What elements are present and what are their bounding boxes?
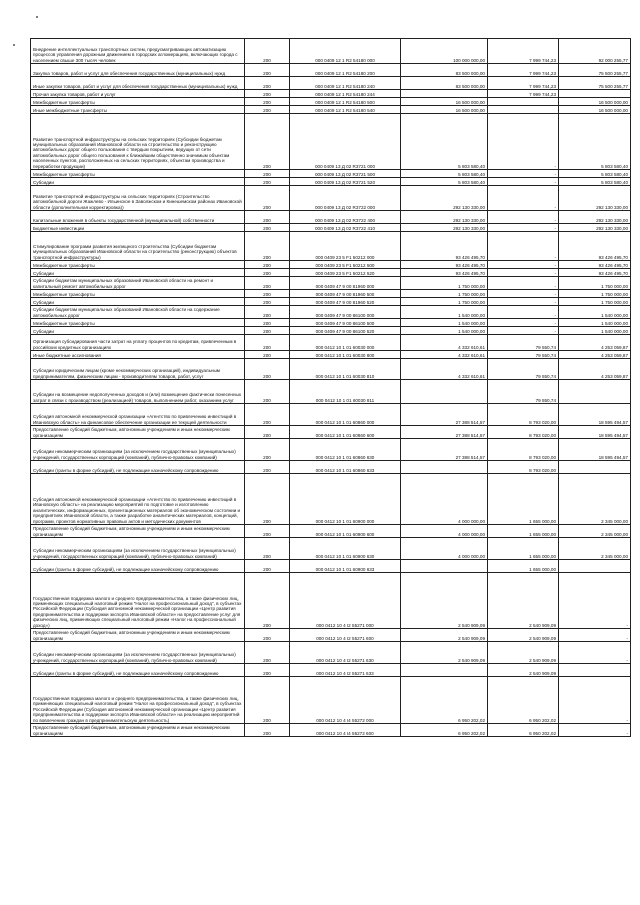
table-row xyxy=(31,232,631,261)
row-budget-code: 000 0409 23 5 F1 50212 500 xyxy=(290,261,401,269)
row-executed-amount: 2 540 909,09 xyxy=(488,642,559,664)
table-row xyxy=(31,426,631,439)
row-description: Субсидии (гранты в форме субсидий), не подлежащие казначейскому сопровождению xyxy=(31,560,245,573)
row-budget-code: 000 0409 12 1 R2 54180 244 xyxy=(290,90,401,98)
table-row xyxy=(31,538,631,560)
row-executed-amount xyxy=(488,106,559,114)
table-row xyxy=(31,290,631,298)
row-unexecuted-amount: 1 750 000,00 xyxy=(559,290,631,298)
row-executed-amount: - xyxy=(488,290,559,298)
row-type-code: 200 xyxy=(245,224,290,232)
table-row xyxy=(31,474,631,525)
table-row xyxy=(31,106,631,114)
table-row xyxy=(31,211,631,224)
row-budget-code: 000 0409 13 Д 02 R3721 000 xyxy=(290,114,401,170)
row-executed-amount: 8 793 020,00 xyxy=(488,461,559,474)
row-type-code: 200 xyxy=(245,439,290,461)
row-budget-code: 000 0409 47 9 00 86100 520 xyxy=(290,327,401,335)
row-approved-amount: 1 750 000,00 xyxy=(401,298,488,306)
row-executed-amount: 8 793 020,00 xyxy=(488,439,559,461)
row-approved-amount: 93 426 495,70 xyxy=(401,269,488,277)
row-type-code: 200 xyxy=(245,98,290,106)
row-executed-amount: - xyxy=(488,277,559,290)
row-description: Субсидии (гранты в форме субсидий), не подлежащие казначейскому сопровождению xyxy=(31,664,245,677)
row-unexecuted-amount: 75 500 255,77 xyxy=(559,77,631,90)
row-unexecuted-amount: 93 426 495,70 xyxy=(559,232,631,261)
table-row xyxy=(31,664,631,677)
row-description: Субсидии xyxy=(31,327,245,335)
row-executed-amount: 7 999 744,23 xyxy=(488,64,559,77)
row-budget-code: 000 0412 10 1 01 60900 630 xyxy=(290,538,401,560)
row-executed-amount: 79 550,74 xyxy=(488,380,559,404)
row-description: Субсидия автономной некоммерческой организации «Агентство по привлечению инвестиций в Ивановскую область» на финансовое обеспечение организации ее текущей деятельности xyxy=(31,404,245,426)
row-description: Иные бюджетные ассигнования xyxy=(31,351,245,359)
row-unexecuted-amount: 2 345 000,00 xyxy=(559,538,631,560)
row-budget-code: 000 0409 47 9 00 86100 500 xyxy=(290,319,401,327)
row-executed-amount: 6 950 202,02 xyxy=(488,724,559,737)
row-type-code: 200 xyxy=(245,474,290,525)
row-unexecuted-amount xyxy=(559,461,631,474)
row-description: Межбюджетные трансферты xyxy=(31,98,245,106)
table-row xyxy=(31,224,631,232)
row-budget-code: 000 0409 13 Д 02 R3721 520 xyxy=(290,178,401,186)
row-unexecuted-amount: 5 803 580,40 xyxy=(559,178,631,186)
row-unexecuted-amount: 18 595 494,57 xyxy=(559,426,631,439)
row-description: Субсидии (гранты в форме субсидий), не подлежащие казначейскому сопровождению xyxy=(31,461,245,474)
row-unexecuted-amount: 1 750 000,00 xyxy=(559,298,631,306)
row-budget-code: 000 0412 10 1 01 60030 810 xyxy=(290,359,401,380)
row-executed-amount: 8 793 020,00 xyxy=(488,404,559,426)
row-type-code: 200 xyxy=(245,573,290,629)
row-unexecuted-amount: 5 803 580,40 xyxy=(559,114,631,170)
row-approved-amount: 4 000 000,00 xyxy=(401,525,488,538)
row-budget-code: 000 0412 10 1 01 60860 000 xyxy=(290,404,401,426)
row-type-code: 200 xyxy=(245,178,290,186)
row-approved-amount: 93 426 495,70 xyxy=(401,261,488,269)
row-approved-amount: 292 130 330,00 xyxy=(401,211,488,224)
row-type-code: 200 xyxy=(245,426,290,439)
row-budget-code: 000 0412 10 1 01 60900 600 xyxy=(290,525,401,538)
row-executed-amount: 79 550,74 xyxy=(488,335,559,351)
row-unexecuted-amount: 2 345 000,00 xyxy=(559,474,631,525)
row-description: Закупка товаров, работ и услуг для обеспечения государственных (муниципальных) нужд xyxy=(31,64,245,77)
row-approved-amount xyxy=(401,90,488,98)
row-description: Субсидии xyxy=(31,298,245,306)
row-approved-amount: 16 500 000,00 xyxy=(401,98,488,106)
row-approved-amount: 2 540 909,09 xyxy=(401,642,488,664)
row-description: Иные закупки товаров, работ и услуг для обеспечения государственных (муниципальных) нужд xyxy=(31,77,245,90)
row-description: Предоставление субсидий бюджетным, автономным учреждениям и иным некоммерческим организациям xyxy=(31,426,245,439)
row-budget-code: 000 0412 10 1 01 60900 000 xyxy=(290,474,401,525)
table-row xyxy=(31,90,631,98)
row-unexecuted-amount: - xyxy=(559,573,631,629)
row-executed-amount: 6 950 202,02 xyxy=(488,677,559,724)
row-executed-amount: - xyxy=(488,232,559,261)
budget-execution-table xyxy=(30,38,631,737)
row-unexecuted-amount: 16 500 000,00 xyxy=(559,106,631,114)
row-type-code: 200 xyxy=(245,77,290,90)
table-row xyxy=(31,77,631,90)
row-unexecuted-amount: - xyxy=(559,724,631,737)
row-executed-amount: 79 550,74 xyxy=(488,359,559,380)
table-row xyxy=(31,319,631,327)
row-budget-code: 000 0409 13 Д 02 R3721 500 xyxy=(290,170,401,178)
row-type-code: 200 xyxy=(245,232,290,261)
row-description: Стимулирование программ развития жилищного строительства (Субсидии бюджетам муниципальных образований Ивановской области на строительство (реконструкцию) объектов транспортной инфраструктуры) xyxy=(31,232,245,261)
row-unexecuted-amount: 18 595 494,57 xyxy=(559,439,631,461)
row-budget-code: 000 0412 10 4 I2 55271 000 xyxy=(290,573,401,629)
row-type-code: 200 xyxy=(245,269,290,277)
row-executed-amount: 7 999 744,23 xyxy=(488,77,559,90)
row-approved-amount: 27 388 514,57 xyxy=(401,439,488,461)
row-type-code: 200 xyxy=(245,538,290,560)
row-unexecuted-amount: 292 130 330,00 xyxy=(559,186,631,211)
table-row xyxy=(31,573,631,629)
table-row xyxy=(31,439,631,461)
row-executed-amount: - xyxy=(488,186,559,211)
table-row xyxy=(31,629,631,642)
row-executed-amount: 2 540 909,09 xyxy=(488,664,559,677)
row-unexecuted-amount: 93 426 495,70 xyxy=(559,261,631,269)
row-approved-amount: 1 750 000,00 xyxy=(401,290,488,298)
row-approved-amount: 1 540 000,00 xyxy=(401,306,488,319)
row-budget-code: 000 0412 10 1 01 60860 600 xyxy=(290,426,401,439)
row-approved-amount xyxy=(401,380,488,404)
row-approved-amount: 27 388 514,57 xyxy=(401,426,488,439)
table-row xyxy=(31,724,631,737)
row-budget-code: 000 0409 12 1 R2 54180 000 xyxy=(290,39,401,64)
row-type-code: 200 xyxy=(245,186,290,211)
row-executed-amount: - xyxy=(488,327,559,335)
row-type-code: 200 xyxy=(245,629,290,642)
row-approved-amount: 5 803 580,40 xyxy=(401,170,488,178)
row-approved-amount xyxy=(401,664,488,677)
row-executed-amount xyxy=(488,98,559,106)
row-unexecuted-amount: 5 803 580,40 xyxy=(559,170,631,178)
row-budget-code: 000 0412 10 4 I2 55271 633 xyxy=(290,664,401,677)
table-row xyxy=(31,525,631,538)
row-type-code: 200 xyxy=(245,261,290,269)
row-budget-code: 000 0409 13 Д 02 R3722 410 xyxy=(290,224,401,232)
row-approved-amount: 93 426 495,70 xyxy=(401,232,488,261)
table-row xyxy=(31,64,631,77)
table-row xyxy=(31,170,631,178)
row-type-code: 200 xyxy=(245,114,290,170)
row-description: Развитие транспортной инфраструктуры на сельских территориях (Субсидии бюджетам муниципальных образований Ивановской области на строительство и реконструкцию автомобильных дорог общего пользования с твердым покрытием, ведущих от сети автомобильных дорог общего пользования к ближайшим общественно значимым объектам населенных пунктов, расположенных на сельских территориях, объектам производства и переработки продукции) xyxy=(31,114,245,170)
table-row xyxy=(31,98,631,106)
row-description: Государственная поддержка малого и среднего предпринимательства, а также физических лиц, применяющих специальный налоговый режим "Налог на профессиональный доход", в субъектах Российской Федерации (Субсидия автономной некоммерческой организации «Центр развития предпринимательства и поддержки экспорта Ивановской области» на предоставление услуг для физических лиц, применяющих специальный налоговый режим «Налог на профессиональный доход») xyxy=(31,573,245,629)
table-row xyxy=(31,39,631,64)
scan-speck xyxy=(13,44,15,46)
row-type-code: 200 xyxy=(245,335,290,351)
row-description: Субсидии юридическим лицам (кроме некоммерческих организаций), индивидуальным предпринимателям, физическим лицам - производителям товаров, работ, услуг xyxy=(31,359,245,380)
row-unexecuted-amount: 75 500 255,77 xyxy=(559,64,631,77)
row-approved-amount xyxy=(401,461,488,474)
row-approved-amount: 2 540 909,09 xyxy=(401,629,488,642)
row-type-code: 200 xyxy=(245,170,290,178)
row-description: Субсидия автономной некоммерческой организации «Агентство по привлечению инвестиций в Ивановскую область» на реализацию мероприятий по подготовке и изготовлению аналитических, информационных, презентационных материалов об экономическом состоянии и предприятиях Ивановской области, а также разработке аналитических материалов, концепций, программ, проектов нормативных правовых актов и методических документов xyxy=(31,474,245,525)
row-approved-amount: 100 000 000,00 xyxy=(401,39,488,64)
row-type-code: 200 xyxy=(245,525,290,538)
row-budget-code: 000 0409 13 Д 02 R3722 400 xyxy=(290,211,401,224)
row-budget-code: 000 0409 12 1 R2 54180 540 xyxy=(290,106,401,114)
row-unexecuted-amount: - xyxy=(559,629,631,642)
table-row xyxy=(31,269,631,277)
row-unexecuted-amount: 93 426 495,70 xyxy=(559,269,631,277)
row-unexecuted-amount: 2 345 000,00 xyxy=(559,525,631,538)
row-approved-amount: 4 332 610,61 xyxy=(401,351,488,359)
row-executed-amount: 2 540 909,09 xyxy=(488,573,559,629)
table-row xyxy=(31,178,631,186)
row-budget-code: 000 0409 47 9 00 86100 000 xyxy=(290,306,401,319)
row-type-code: 200 xyxy=(245,642,290,664)
row-type-code: 200 xyxy=(245,327,290,335)
row-description: Субсидии бюджетам муниципальных образований Ивановской области на содержание автомобильных дорог xyxy=(31,306,245,319)
row-executed-amount: 79 550,74 xyxy=(488,351,559,359)
row-executed-amount: - xyxy=(488,211,559,224)
table-row xyxy=(31,404,631,426)
row-type-code: 200 xyxy=(245,724,290,737)
row-approved-amount: 5 803 580,40 xyxy=(401,114,488,170)
row-unexecuted-amount: 1 540 000,00 xyxy=(559,306,631,319)
row-type-code: 200 xyxy=(245,560,290,573)
row-description: Предоставление субсидий бюджетным, автономным учреждениям и иным некоммерческим организациям xyxy=(31,525,245,538)
row-description: Предоставление субсидий бюджетным, автономным учреждениям и иным некоммерческим организациям xyxy=(31,724,245,737)
row-budget-code: 000 0409 23 5 F1 50212 000 xyxy=(290,232,401,261)
row-type-code: 200 xyxy=(245,90,290,98)
row-type-code: 200 xyxy=(245,319,290,327)
row-type-code: 200 xyxy=(245,106,290,114)
table-row xyxy=(31,298,631,306)
row-executed-amount: - xyxy=(488,170,559,178)
row-budget-code: 000 0412 10 4 I4 55272 600 xyxy=(290,724,401,737)
row-approved-amount: 6 950 202,02 xyxy=(401,724,488,737)
row-type-code: 200 xyxy=(245,64,290,77)
row-approved-amount: 292 130 330,00 xyxy=(401,186,488,211)
table-row xyxy=(31,380,631,404)
row-unexecuted-amount xyxy=(559,380,631,404)
row-budget-code: 000 0409 12 1 R2 54180 500 xyxy=(290,98,401,106)
row-approved-amount: 27 388 514,57 xyxy=(401,404,488,426)
row-approved-amount: 1 540 000,00 xyxy=(401,319,488,327)
row-budget-code: 000 0412 10 1 01 60860 633 xyxy=(290,461,401,474)
row-description: Иные межбюджетные трансферты xyxy=(31,106,245,114)
row-description: Субсидии бюджетам муниципальных образований Ивановской области на ремонт и капитальный ремонт автомобильных дорог xyxy=(31,277,245,290)
table-row xyxy=(31,186,631,211)
row-unexecuted-amount: 4 253 059,87 xyxy=(559,359,631,380)
row-executed-amount: - xyxy=(488,224,559,232)
row-executed-amount: 1 655 000,00 xyxy=(488,474,559,525)
row-budget-code: 000 0409 12 1 R2 54180 200 xyxy=(290,64,401,77)
row-unexecuted-amount: 92 000 255,77 xyxy=(559,39,631,64)
row-description: Субсидии xyxy=(31,178,245,186)
row-unexecuted-amount: 292 130 330,00 xyxy=(559,224,631,232)
table-row xyxy=(31,327,631,335)
row-unexecuted-amount xyxy=(559,90,631,98)
row-description: Государственная поддержка малого и среднего предпринимательства, а также физических лиц, применяющих специальный налоговый режим "Налог на профессиональный доход", в субъектах Российской Федерации (Субсидия автономной некоммерческой организации «Центр развития предпринимательства и поддержки экспорта Ивановской области» на реализацию мероприятий по вовлечению граждан в предпринимательскую деятельность) xyxy=(31,677,245,724)
row-budget-code: 000 0409 23 5 F1 50212 520 xyxy=(290,269,401,277)
row-description: Субсидии xyxy=(31,269,245,277)
row-unexecuted-amount: 1 750 000,00 xyxy=(559,277,631,290)
row-description: Организация субсидирования части затрат на уплату процентов по кредитам, привлеченным в российских кредитных организациях xyxy=(31,335,245,351)
row-executed-amount: 1 655 000,00 xyxy=(488,560,559,573)
table-row xyxy=(31,642,631,664)
table-row xyxy=(31,359,631,380)
row-budget-code: 000 0412 10 1 01 60860 630 xyxy=(290,439,401,461)
row-approved-amount: 1 750 000,00 xyxy=(401,277,488,290)
row-unexecuted-amount: 292 130 330,00 xyxy=(559,211,631,224)
row-unexecuted-amount: - xyxy=(559,677,631,724)
row-budget-code: 000 0409 12 1 R2 54180 240 xyxy=(290,77,401,90)
row-approved-amount: 83 500 000,00 xyxy=(401,77,488,90)
table-row xyxy=(31,114,631,170)
row-type-code: 200 xyxy=(245,404,290,426)
row-executed-amount: 1 655 000,00 xyxy=(488,525,559,538)
row-description: Бюджетные инвестиции xyxy=(31,224,245,232)
row-description: Межбюджетные трансферты xyxy=(31,319,245,327)
row-description: Субсидии некоммерческим организациям (за исключением государственных (муниципальных) учреждений, государственных корпораций (компаний), публично-правовых компаний) xyxy=(31,538,245,560)
row-executed-amount: - xyxy=(488,178,559,186)
row-budget-code: 000 0412 10 1 01 60900 633 xyxy=(290,560,401,573)
row-unexecuted-amount: - xyxy=(559,642,631,664)
row-budget-code: 000 0412 10 1 01 60030 000 xyxy=(290,335,401,351)
row-approved-amount: 83 500 000,00 xyxy=(401,64,488,77)
row-approved-amount: 6 950 202,02 xyxy=(401,677,488,724)
row-description: Прочая закупка товаров, работ и услуг xyxy=(31,90,245,98)
row-type-code: 200 xyxy=(245,298,290,306)
row-description: Предоставление субсидий бюджетным, автономным учреждениям и иным некоммерческим организациям xyxy=(31,629,245,642)
row-approved-amount xyxy=(401,560,488,573)
row-type-code: 200 xyxy=(245,664,290,677)
row-description: Субсидии некоммерческим организациям (за исключением государственных (муниципальных) учреждений, государственных корпораций (компаний), публично-правовых компаний) xyxy=(31,439,245,461)
row-description: Субсидии на возмещение недополученных доходов и (или) возмещение фактически понесенных затрат в связи с производством (реализацией) товаров, выполнением работ, оказанием услуг xyxy=(31,380,245,404)
row-budget-code: 000 0409 47 9 00 81960 520 xyxy=(290,298,401,306)
table-row xyxy=(31,277,631,290)
row-description: Межбюджетные трансферты xyxy=(31,290,245,298)
row-type-code: 200 xyxy=(245,211,290,224)
row-type-code: 200 xyxy=(245,277,290,290)
row-type-code: 200 xyxy=(245,380,290,404)
row-type-code: 200 xyxy=(245,306,290,319)
table-row xyxy=(31,677,631,724)
row-type-code: 200 xyxy=(245,461,290,474)
row-executed-amount: - xyxy=(488,261,559,269)
row-type-code: 200 xyxy=(245,39,290,64)
row-description: Капитальные вложения в объекты государственной (муниципальной) собственности xyxy=(31,211,245,224)
row-budget-code: 000 0409 47 9 00 81960 500 xyxy=(290,290,401,298)
row-type-code: 200 xyxy=(245,351,290,359)
row-type-code: 200 xyxy=(245,677,290,724)
row-type-code: 200 xyxy=(245,359,290,380)
row-description: Субсидии некоммерческим организациям (за исключением государственных (муниципальных) учреждений, государственных корпораций (компаний), публично-правовых компаний) xyxy=(31,642,245,664)
row-executed-amount: 1 655 000,00 xyxy=(488,538,559,560)
row-type-code: 200 xyxy=(245,290,290,298)
row-unexecuted-amount: 4 253 059,87 xyxy=(559,335,631,351)
row-executed-amount: - xyxy=(488,306,559,319)
table-row xyxy=(31,306,631,319)
row-approved-amount: 5 803 580,40 xyxy=(401,178,488,186)
row-budget-code: 000 0412 10 4 I2 55271 600 xyxy=(290,629,401,642)
table-row xyxy=(31,461,631,474)
row-approved-amount: 4 000 000,00 xyxy=(401,474,488,525)
row-unexecuted-amount: 1 540 000,00 xyxy=(559,319,631,327)
row-executed-amount: 7 999 744,23 xyxy=(488,90,559,98)
row-budget-code: 000 0412 10 1 01 60030 800 xyxy=(290,351,401,359)
row-executed-amount: - xyxy=(488,114,559,170)
row-unexecuted-amount: 18 595 494,57 xyxy=(559,404,631,426)
row-approved-amount: 2 540 909,09 xyxy=(401,573,488,629)
row-budget-code: 000 0409 13 Д 02 R3722 000 xyxy=(290,186,401,211)
row-executed-amount: - xyxy=(488,298,559,306)
row-unexecuted-amount xyxy=(559,664,631,677)
row-budget-code: 000 0409 47 9 00 81960 000 xyxy=(290,277,401,290)
row-executed-amount: 8 793 020,00 xyxy=(488,426,559,439)
row-approved-amount: 1 540 000,00 xyxy=(401,327,488,335)
row-unexecuted-amount: 16 500 000,00 xyxy=(559,98,631,106)
table-row xyxy=(31,560,631,573)
row-description: Развитие транспортной инфраструктуры на сельских территориях (Строительство автомобильной дороги Жажлево - Ильинское в Заволжском и Кинешемском районах Ивановской области (дополнительная корректировка)) xyxy=(31,186,245,211)
row-description: Межбюджетные трансферты xyxy=(31,261,245,269)
scan-speck xyxy=(36,16,38,18)
row-approved-amount: 16 500 000,00 xyxy=(401,106,488,114)
table-row xyxy=(31,261,631,269)
row-unexecuted-amount: 4 253 059,87 xyxy=(559,351,631,359)
table-row xyxy=(31,351,631,359)
row-executed-amount: 7 999 744,23 xyxy=(488,39,559,64)
table-row xyxy=(31,335,631,351)
row-approved-amount: 4 000 000,00 xyxy=(401,538,488,560)
table-body xyxy=(31,39,631,737)
row-budget-code: 000 0412 10 4 I2 55271 630 xyxy=(290,642,401,664)
row-description: Внедрение интеллектуальных транспортных систем, предусматривающих автоматизацию процессов управления дорожным движением в городских агломерациях, включающих города с населением свыше 300 тысяч человек xyxy=(31,39,245,64)
row-approved-amount: 4 332 610,61 xyxy=(401,335,488,351)
row-executed-amount: - xyxy=(488,319,559,327)
row-budget-code: 000 0412 10 1 01 60030 811 xyxy=(290,380,401,404)
row-executed-amount: - xyxy=(488,269,559,277)
row-unexecuted-amount xyxy=(559,560,631,573)
row-budget-code: 000 0412 10 4 I4 55272 000 xyxy=(290,677,401,724)
row-unexecuted-amount: 1 540 000,00 xyxy=(559,327,631,335)
row-approved-amount: 292 130 330,00 xyxy=(401,224,488,232)
row-executed-amount: 2 540 909,09 xyxy=(488,629,559,642)
row-approved-amount: 4 332 610,61 xyxy=(401,359,488,380)
row-description: Межбюджетные трансферты xyxy=(31,170,245,178)
